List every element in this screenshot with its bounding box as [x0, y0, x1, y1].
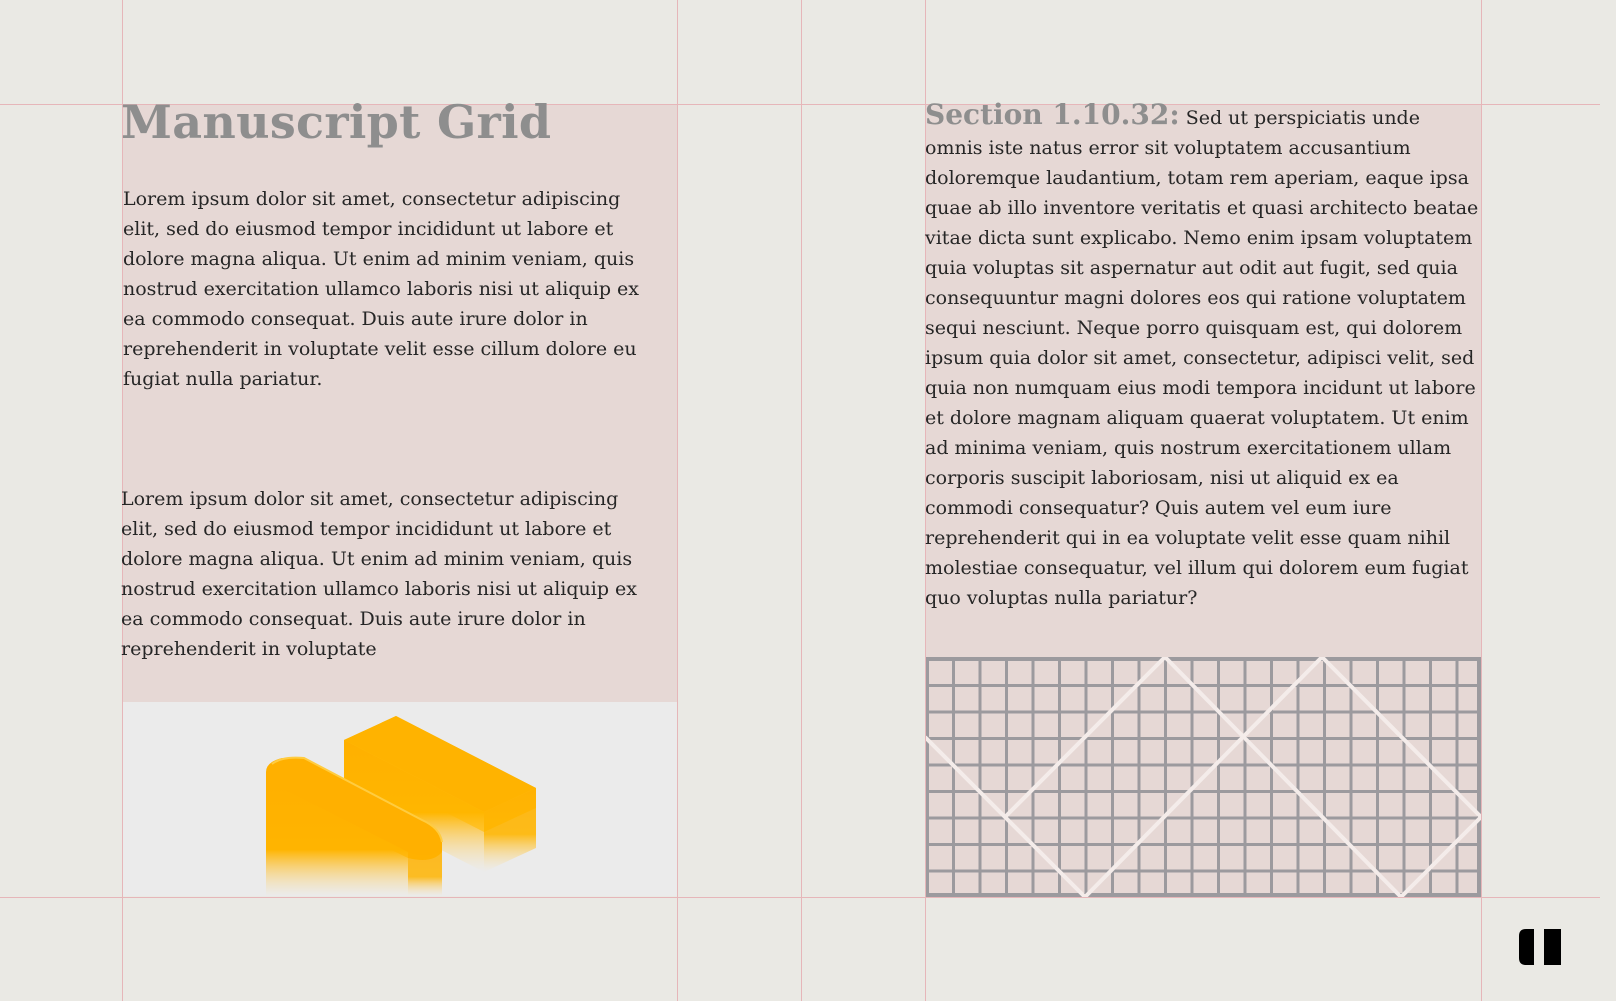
- guide-vertical: [801, 0, 802, 1001]
- grid-diamond-pattern: [925, 657, 1481, 897]
- body-paragraph-2: Lorem ipsum dolor sit amet, consectetur adipiscing elit, sed do eiusmod tempor incididunt ut labore et dolore magna aliqua. Ut enim ad minim veniam, quis nostrud exercitation ullamco laboris nisi ut aliquip ex ea commodo consequat. Duis aute irure dolor in reprehenderit in voluptate: [121, 488, 637, 660]
- section-paragraph: [925, 100, 1481, 613]
- diamond-line: [1401, 817, 1481, 897]
- diamond-line: [1165, 657, 1401, 897]
- pause-icon[interactable]: [1519, 929, 1561, 965]
- guide-horizontal: [0, 897, 1600, 898]
- image-panel: [122, 702, 677, 896]
- diamond-line: [1085, 657, 1322, 897]
- section-heading: Section 1.10.32:: [925, 98, 1180, 131]
- section-body: Sed ut perspiciatis unde omnis iste natus error sit voluptatem accusantium doloremque laudantium, totam rem aperiam, eaque ipsa quae ab illo inventore veritatis et quasi architecto beatae vitae dicta sunt explicabo. Nemo enim ipsam voluptatem quia voluptas sit aspernatur aut odit aut fugit, sed quia consequuntur magni dolores eos qui ratione voluptatem sequi nesciunt. Neque porro quisquam est, qui dolorem ipsum quia dolor sit amet, consectetur, adipisci velit, sed quia non numquam eius modi tempora incidunt ut labore et dolore magnam aliquam quaerat voluptatem. Ut enim ad minima veniam, quis nostrum exercitationem ullam corporis suscipit laboriosam, nisi ut aliquid ex ea commodi consequatur? Quis autem vel eum iure reprehenderit qui in ea voluptate velit esse quam nihil molestiae consequatur, vel illum qui dolorem eum fugiat quo voluptas nulla pariatur?: [925, 107, 1479, 609]
- yellow-bars-illustration: [122, 702, 677, 896]
- guide-vertical: [677, 0, 678, 1001]
- grid-pattern-panel: [925, 657, 1481, 897]
- body-paragraph-1: Lorem ipsum dolor sit amet, consectetur adipiscing elit, sed do eiusmod tempor incididunt ut labore et dolore magna aliqua. Ut enim ad minim veniam, quis nostrud exercitation ullamco laboris nisi ut aliquip ex ea commodo consequat. Duis aute irure dolor in reprehenderit in voluptate velit esse cillum dolore eu fugiat nulla pariatur.: [123, 188, 639, 390]
- guide-vertical: [1481, 0, 1482, 1001]
- page-title: Manuscript Grid: [121, 95, 552, 149]
